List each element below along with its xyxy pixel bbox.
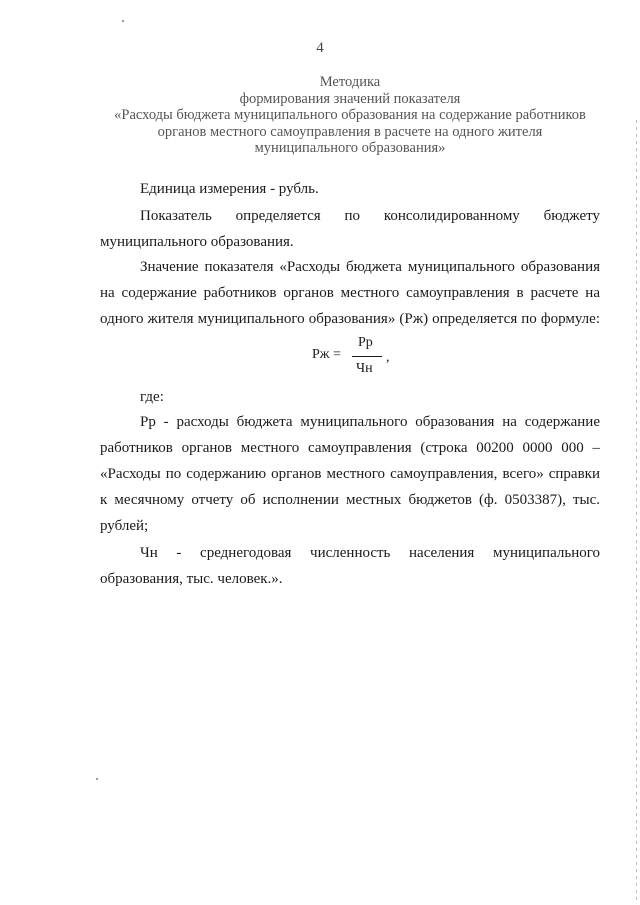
- formula-comma: ,: [386, 350, 390, 365]
- fraction-line: [352, 356, 382, 357]
- scan-edge: [636, 120, 637, 900]
- formula-numerator: Рр: [358, 335, 373, 350]
- heading-title: Методика: [319, 74, 381, 90]
- paragraph-line: на содержание работников органов местного самоуправления в расчете на: [100, 285, 600, 301]
- page-number: 4: [316, 40, 324, 56]
- paragraph-line: Чн - среднегодовая численность населения муниципального: [140, 545, 600, 561]
- paragraph-line: рублей;: [100, 518, 149, 534]
- paragraph-line: образования, тыс. человек.».: [100, 571, 283, 587]
- paragraph-line: муниципального образования.: [100, 234, 294, 250]
- paragraph-line: к месячному отчету об исполнении местных бюджетов (ф. 0503387), тыс.: [100, 492, 600, 508]
- ch-definition: [100, 540, 600, 592]
- scan-speck: [96, 778, 98, 780]
- unit-paragraph: [100, 176, 600, 202]
- heading-indicator-line: муниципального образования»: [254, 140, 446, 156]
- rr-definition: [100, 409, 600, 539]
- paragraph-line: Рр - расходы бюджета муниципального образования на содержание: [140, 414, 600, 430]
- formula-intro-paragraph: [100, 254, 600, 332]
- heading-subtitle: формирования значений показателя: [239, 90, 461, 107]
- paragraph-line: Значение показателя «Расходы бюджета муниципального образования: [140, 259, 600, 275]
- paragraph-line: одного жителя муниципального образования» (Рж) определяется по формуле:: [100, 311, 600, 327]
- document-heading: [60, 74, 640, 157]
- definition-paragraph: [100, 203, 600, 255]
- heading-indicator-line: органов местного самоуправления в расчете на одного жителя: [157, 123, 543, 140]
- unit-text: Единица измерения - рубль.: [140, 181, 319, 197]
- where-paragraph: [100, 384, 600, 410]
- formula-lhs: Рж =: [312, 347, 341, 362]
- formula-denominator: Чн: [356, 361, 373, 376]
- paragraph-line: «Расходы по содержанию органов местного самоуправления, всего» справки: [100, 466, 600, 482]
- scan-speck: [122, 20, 124, 22]
- paragraph-line: Показатель определяется по консолидированному бюджету: [140, 208, 600, 224]
- where-label: где:: [140, 389, 164, 405]
- heading-indicator-line: «Расходы бюджета муниципального образования на содержание работников: [114, 107, 586, 123]
- paragraph-line: работников органов местного самоуправления (строка 00200 0000 000 –: [100, 440, 600, 456]
- formula: [300, 335, 420, 385]
